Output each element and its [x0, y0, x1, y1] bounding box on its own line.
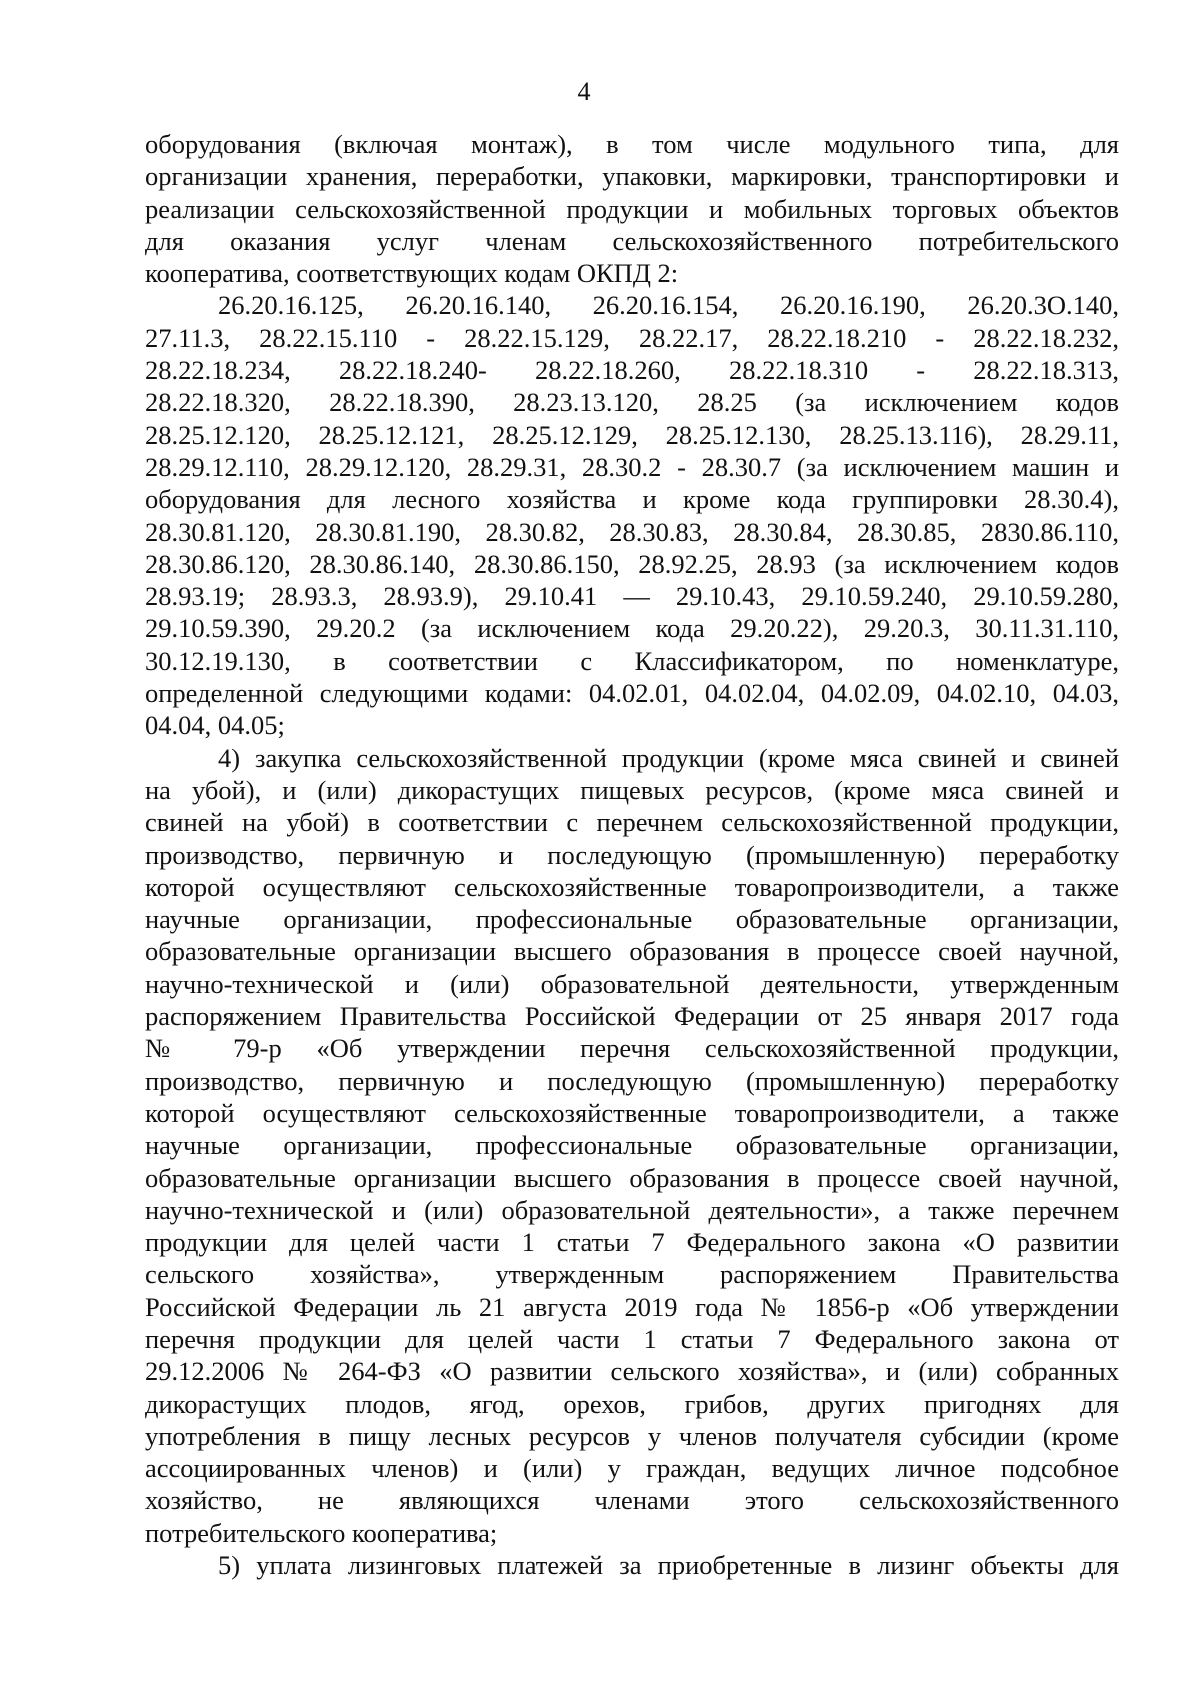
text-line: 28.25.12.120, 28.25.12.121, 28.25.12.129, 28.25.12.130, 28.25.13.116), 28.29.11,: [145, 419, 1119, 450]
text-line: свиней на убой) в соответствии с перечнем сельскохозяйственной продукции,: [145, 807, 1119, 838]
text-line: которой осуществляют сельскохозяйственные товаропроизводители, а также: [145, 1097, 1119, 1128]
text-line: 5) уплата лизинговых платежей за приобретенные в лизинг объекты для: [218, 1550, 1119, 1581]
text-line: образовательные организации высшего образования в процессе своей научной,: [145, 1162, 1119, 1193]
text-line: реализации сельскохозяйственной продукции и мобильных торговых объектов: [145, 193, 1119, 224]
text-line: образовательные организации высшего образования в процессе своей научной,: [145, 936, 1119, 967]
text-line: потребительского кооператива;: [145, 1517, 498, 1548]
text-line: научно-технической и (или) образовательной деятельности», а также перечнем: [145, 1194, 1119, 1225]
text-line: которой осуществляют сельскохозяйственные товаропроизводители, а также: [145, 871, 1119, 902]
text-line: ассоциированных членов) и (или) у граждан, ведущих личное подсобное: [145, 1453, 1119, 1484]
text-line: производство, первичную и последующую (промышленную) переработку: [145, 839, 1119, 870]
text-line: кооператива, соответствующих кодам ОКПД 2:: [145, 258, 679, 289]
text-line: продукции для целей части 1 статьи 7 Федерального закона «О развитии: [145, 1227, 1119, 1258]
text-line: 28.93.19; 28.93.3, 28.93.9), 29.10.41 — 29.10.43, 29.10.59.240, 29.10.59.280,: [145, 581, 1119, 612]
text-line: 27.11.3, 28.22.15.110 - 28.22.15.129, 28.22.17, 28.22.18.210 - 28.22.18.232,: [145, 322, 1119, 353]
text-line: 26.20.16.125, 26.20.16.140, 26.20.16.154, 26.20.16.190, 26.20.3О.140,: [218, 290, 1119, 321]
page-number: 4: [577, 77, 591, 106]
text-line: распоряжением Правительства Российской Федерации от 25 января 2017 года: [145, 1001, 1119, 1032]
text-line: дикорастущих плодов, ягод, орехов, грибов, других пригоднях для: [145, 1388, 1119, 1419]
text-line: для оказания услуг членам сельскохозяйственного потребительского: [145, 225, 1119, 256]
text-line: 4) закупка сельскохозяйственной продукции (кроме мяса свиней и свиней: [218, 742, 1119, 773]
text-line: Российской Федерации ль 21 августа 2019 года № 1856-р «Об утверждении: [145, 1291, 1119, 1322]
text-line: 28.22.18.234, 28.22.18.240- 28.22.18.260, 28.22.18.310 - 28.22.18.313,: [145, 355, 1119, 386]
text-line: № 79-р «Об утверждении перечня сельскохозяйственной продукции,: [145, 1033, 1119, 1064]
document-body-text: [145, 128, 1119, 1581]
text-line: перечня продукции для целей части 1 статьи 7 Федерального закона от: [145, 1323, 1119, 1354]
text-line: употребления в пищу лесных ресурсов у членов получателя субсидии (кроме: [145, 1420, 1119, 1451]
text-line: 28.30.81.120, 28.30.81.190, 28.30.82, 28.30.83, 28.30.84, 28.30.85, 2830.86.110,: [145, 516, 1119, 547]
text-line: хозяйство, не являющихся членами этого сельскохозяйственного: [145, 1485, 1119, 1516]
text-line: оборудования (включая монтаж), в том числе модульного типа, для: [145, 129, 1119, 159]
text-line: научные организации, профессиональные образовательные организации,: [145, 1130, 1119, 1161]
text-line: 04.04, 04.05;: [145, 710, 285, 741]
text-line: оборудования для лесного хозяйства и кроме кода группировки 28.30.4),: [145, 484, 1119, 515]
text-line: научно-технической и (или) образовательной деятельности, утвержденным: [145, 968, 1119, 999]
text-line: определенной следующими кодами: 04.02.01, 04.02.04, 04.02.09, 04.02.10, 04.03,: [145, 678, 1119, 709]
text-line: 30.12.19.130, в соответствии с Классификатором, по номенклатуре,: [145, 645, 1119, 676]
text-line: 28.29.12.110, 28.29.12.120, 28.29.31, 28.30.2 - 28.30.7 (за исключением машин и: [145, 451, 1119, 482]
text-line: производство, первичную и последующую (промышленную) переработку: [145, 1065, 1119, 1096]
text-line: научные организации, профессиональные образовательные организации,: [145, 904, 1119, 935]
text-line: организации хранения, переработки, упаковки, маркировки, транспортировки и: [145, 161, 1119, 192]
text-line: на убой), и (или) дикорастущих пищевых ресурсов, (кроме мяса свиней и: [145, 774, 1119, 805]
text-line: 28.30.86.120, 28.30.86.140, 28.30.86.150, 28.92.25, 28.93 (за исключением кодов: [145, 548, 1119, 579]
text-line: 29.10.59.390, 29.20.2 (за исключением кода 29.20.22), 29.20.3, 30.11.31.110,: [145, 613, 1119, 644]
text-line: 29.12.2006 № 264-ФЗ «О развитии сельского хозяйства», и (или) собранных: [145, 1356, 1119, 1387]
text-line: сельского хозяйства», утвержденным распоряжением Правительства: [145, 1259, 1119, 1290]
text-line: 28.22.18.320, 28.22.18.390, 28.23.13.120, 28.25 (за исключением кодов: [145, 387, 1119, 418]
